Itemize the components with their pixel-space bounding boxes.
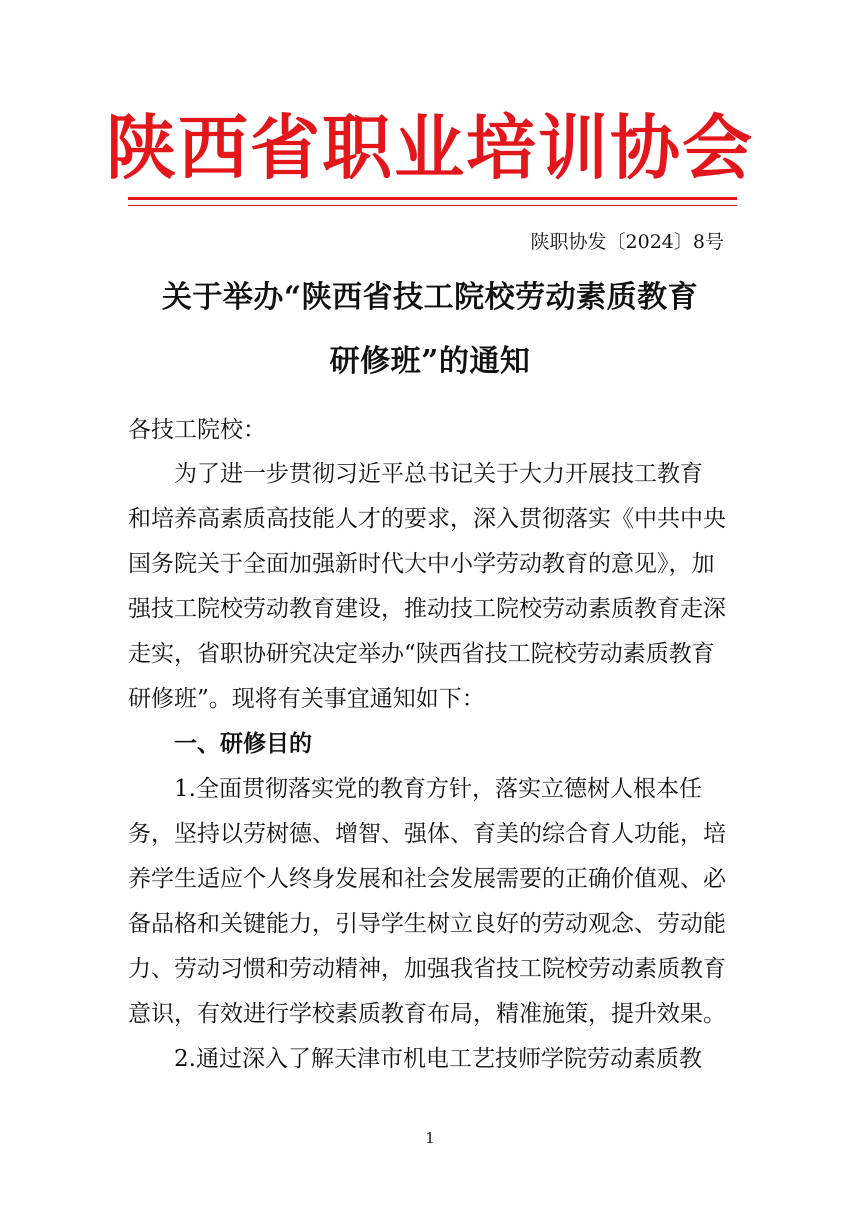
intro-line: 走实，省职协研究决定举办“陕西省技工院校劳动素质教育 xyxy=(128,641,715,667)
document-title-line-1: 关于举办“陕西省技工院校劳动素质教育 xyxy=(161,280,699,315)
item1-line: 备品格和关键能力，引导学生树立良好的劳动观念、劳动能 xyxy=(128,911,726,937)
letterhead-org-name: 陕西省职业培训协会 xyxy=(106,107,754,189)
item1-line: 养学生适应个人终身发展和社会发展需要的正确价值观、必 xyxy=(128,866,726,892)
intro-line: 强技工院校劳动教育建设，推动技工院校劳动素质教育走深 xyxy=(128,596,726,622)
intro-line: 和培养高素质高技能人才的要求，深入贯彻落实《中共中央 xyxy=(128,506,726,532)
item1-line: 1.全面贯彻落实党的教育方针，落实立德树人根本任 xyxy=(128,776,702,802)
section-heading: 一、研修目的 xyxy=(128,731,312,757)
letterhead-rule-thick xyxy=(128,197,737,200)
intro-line: 国务院关于全面加强新时代大中小学劳动教育的意见》，加 xyxy=(128,551,715,577)
intro-line: 研修班”。现将有关事宜通知如下： xyxy=(128,686,485,712)
document-title-line-2: 研修班”的通知 xyxy=(329,344,531,379)
letterhead-rule-thin xyxy=(128,205,737,206)
item1-line: 务，坚持以劳树德、增智、强体、育美的综合育人功能，培 xyxy=(128,821,726,847)
intro-line: 为了进一步贯彻习近平总书记关于大力开展技工教育 xyxy=(128,461,703,487)
item2-line: 2.通过深入了解天津市机电工艺技师学院劳动素质教 xyxy=(128,1046,702,1072)
item1-line: 力、劳动习惯和劳动精神，加强我省技工院校劳动素质教育 xyxy=(128,956,726,982)
page-number: 1 xyxy=(425,1129,435,1147)
document-number: 陕职协发〔2024〕8号 xyxy=(530,231,724,253)
item1-line: 意识，有效进行学校素质教育布局，精准施策，提升效果。 xyxy=(128,1001,726,1027)
salutation: 各技工院校： xyxy=(128,417,266,443)
